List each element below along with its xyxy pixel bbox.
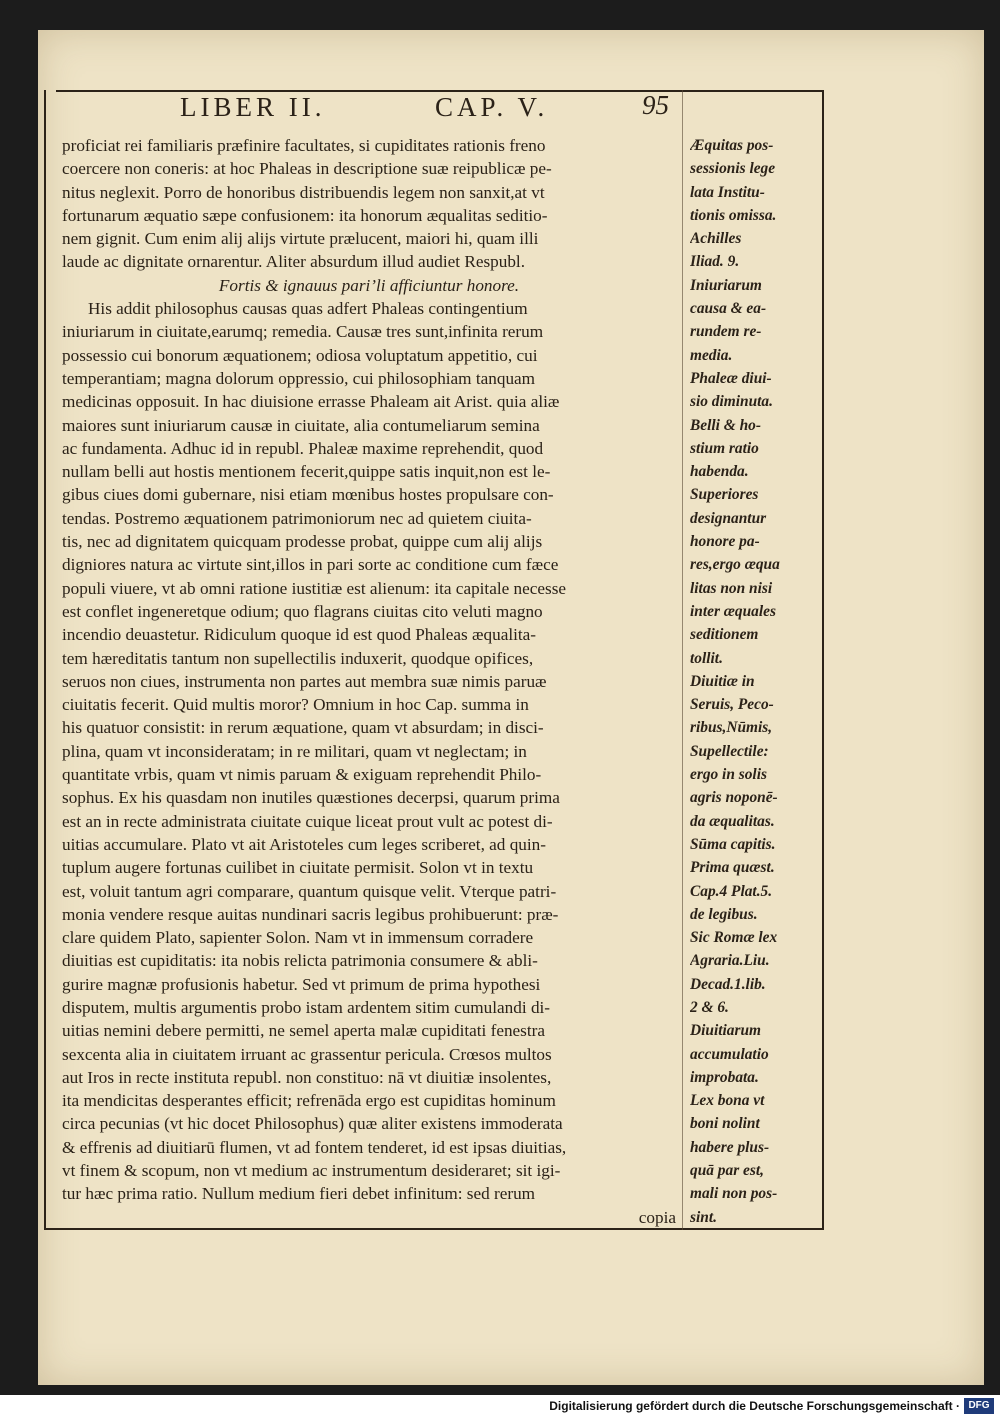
margin-note-line: sint. — [690, 1208, 717, 1226]
margin-note-line: da æqualitas. — [690, 812, 775, 830]
margin-note-line: Æquitas pos- — [690, 137, 774, 154]
running-header — [180, 92, 680, 126]
text-line: temperantiam; magna dolorum oppressio, cui philosophiam tanquam — [62, 368, 536, 388]
text-line: proficiat rei familiaris præfinire facultates, si cupiditates rationis freno — [62, 136, 546, 155]
margin-note-line: Diuitiæ in — [690, 672, 755, 690]
text-line: His addit philosophus causas quas adfert Phaleas contingentium — [88, 299, 528, 319]
margin-note-line: sio diminuta. — [690, 393, 773, 411]
margin-note-line: improbata. — [690, 1068, 759, 1086]
text-line: tendas. Postremo æquationem patrimoniorum nec ad quietem ciuita- — [62, 508, 532, 528]
text-line: tis, nec ad dignitatem quicquam prodesse probat, quippe cum alij alijs — [62, 532, 543, 552]
margin-note-line: boni nolint — [690, 1115, 760, 1133]
text-line: tur hæc prima ratio. Nullum medium fieri debet infinitum: sed rerum — [62, 1184, 536, 1204]
text-line: est an in recte administrata ciuitate cuique liceat prout vult ac potest di- — [62, 811, 553, 831]
margin-note-line: Sūma capitis. — [690, 835, 776, 853]
margin-note-line: Supellectile: — [690, 742, 769, 760]
text-line: fortunarum æquatio sæpe confusionem: ita honorum æqualitas seditio- — [62, 205, 548, 225]
page-number: 95 — [642, 90, 669, 120]
text-line: diuitias est cupiditatis: ita nobis relicta patrimonia consumere & abli- — [62, 951, 538, 971]
margin-note-line: Superiores — [690, 486, 759, 504]
margin-note-line: rundem re- — [690, 323, 762, 341]
text-line: digniores natura ac virtute sint,illos in pari sorte ac conditione cum fæce — [62, 555, 559, 575]
margin-note-line: Achilles — [690, 230, 742, 248]
margin-note-line: honore pa- — [690, 533, 760, 551]
text-line: plina, quam vt inconsideratam; in re militari, quam vt neglectam; in — [62, 741, 527, 761]
dfg-logo: DFG — [964, 1398, 994, 1414]
text-line: nitus neglexit. Porro de honoribus distribuendis legem non sanxit,at vt — [62, 182, 545, 202]
text-line: clare quidem Plato, sapienter Solon. Nam vt in immensum corradere — [62, 928, 534, 948]
text-line: uitias accumulare. Plato vt ait Aristoteles cum leges scriberet, ad quin- — [62, 834, 546, 854]
text-line: possessio cui bonorum æquationem; odiosa voluptatum appetitio, cui — [62, 345, 538, 365]
text-line: est conflet ingeneretque odium; quo flagrans ciuitas cito veluti magno — [62, 601, 543, 621]
text-line: his quatuor consistit: in rerum æquatione, quam vt absurdam; in disci- — [62, 718, 544, 738]
margin-note-line: Agraria.Liu. — [690, 952, 770, 970]
text-line: est, voluit tantum agri comparare, quantum quisque velit. Vterque patri- — [62, 881, 557, 901]
margin-note-line: Iniuriarum — [690, 276, 762, 294]
text-line: medicinas opposuit. In hac diuisione errasse Phaleam ait Arist. quia aliæ — [62, 392, 560, 412]
text-line: ac fundamenta. Adhuc id in republ. Phaleæ maxime reprehendit, quod — [62, 438, 544, 458]
frame-rule-right — [822, 90, 824, 1230]
margin-note-line: tionis omissa. — [690, 206, 777, 224]
margin-note-line: mali non pos- — [690, 1185, 778, 1203]
text-line: ciuitatis fecerit. Quid multis moror? Omnium in hoc Cap. summa in — [62, 695, 529, 715]
margin-note-line: res,ergo æqua — [690, 556, 780, 574]
margin-note-line: habere plus- — [690, 1138, 770, 1156]
funding-notice: Digitalisierung gefördert durch die Deutsche Forschungsgemeinschaft · — [549, 1399, 960, 1413]
text-line: sophus. Ex his quasdam non inutiles quæstiones decerpsi, quarum prima — [62, 788, 560, 808]
marginal-notes — [690, 134, 820, 1229]
margin-note-line: ribus,Nūmis, — [690, 719, 773, 737]
margin-note-line: Phaleæ diui- — [690, 369, 772, 387]
text-line: aut Iros in recte instituta republ. non constituo: nā vt diuitiæ insolentes, — [62, 1067, 552, 1087]
margin-note-line: Seruis, Peco- — [690, 696, 774, 714]
margin-note-line: designantur — [690, 509, 767, 527]
margin-note-line: lata Institu- — [690, 183, 765, 201]
text-line: tuplum augere fortunas cuilibet in ciuitate permisit. Solon vt in textu — [62, 858, 534, 878]
text-line: disputem, multis argumentis probo istam ardentem sitim cumulandi di- — [62, 997, 551, 1017]
text-line: ita mendicitas desperantes efficit; refrenāda ergo est cupiditas hominum — [62, 1091, 556, 1111]
margin-note-line: Prima quæst. — [690, 859, 775, 877]
frame-rule-left — [44, 90, 46, 1230]
text-line: uitias nemini debere permitti, ne semel aperta malæ cupiditati fenestra — [62, 1021, 545, 1041]
header-book: LIBER II. — [180, 92, 326, 122]
margin-note-line: Cap.4 Plat.5. — [690, 882, 773, 900]
margin-note-line: stium ratio — [690, 439, 759, 457]
text-line: tem hæreditatis tantum non supellectilis induxerit, quodque opifices, — [62, 648, 534, 668]
text-line: gibus ciues domi gubernare, nisi etiam mœnibus hostes propulsare con- — [62, 485, 554, 505]
text-line: nem gignit. Cum enim alij alijs virtute prælucent, maiori hi, quam illi — [62, 229, 539, 249]
text-line: nullam belli aut hostis mentionem fecerit,quippe satis inquit,non est le- — [62, 462, 551, 482]
text-line: laude ac dignitate ornarentur. Aliter absurdum illud audiet Respubl. — [62, 252, 525, 272]
text-line: seruos non ciues, instrumenta non partes aut membra suæ nimis paruæ — [62, 671, 547, 691]
margin-note-line: de legibus. — [690, 905, 758, 923]
text-line: monia vendere resque auitas nundinari sacris legibus prohibuerunt: præ- — [62, 904, 559, 924]
header-chapter: CAP. V. — [435, 92, 549, 122]
text-line: circa pecunias (vt hic docet Philosophus) quæ aliter existens immoderata — [62, 1114, 563, 1134]
text-line: iniuriarum in ciuitate,earumq; remedia. Causæ tres sunt,infinita rerum — [62, 322, 544, 342]
margin-note-line: Diuitiarum — [690, 1022, 761, 1040]
text-line: vt finem & scopum, non vt medium ac instrumentum desideraret; sit igi- — [62, 1161, 561, 1181]
footer-bar — [0, 1396, 1000, 1419]
margin-note-line: sessionis lege — [690, 160, 776, 178]
margin-note-line: seditionem — [690, 626, 759, 644]
text-line: copia — [638, 1207, 676, 1227]
column-divider — [682, 90, 683, 1230]
text-line: maiores sunt iniuriarum causæ in ciuitate, alia contumeliarum semina — [62, 415, 540, 435]
text-line: gurire magnæ profusionis habetur. Sed vt primum de prima hypothesi — [62, 974, 541, 994]
margin-note-line: quā par est, — [690, 1162, 764, 1180]
margin-note-line: media. — [690, 346, 733, 364]
margin-note-line: ergo in solis — [690, 766, 767, 784]
main-text-column — [62, 134, 676, 1229]
margin-note-line: inter æquales — [690, 602, 776, 620]
text-line: & effrenis ad diuitiarū flumen, vt ad fontem tenderet, id est ipsas diuitias, — [62, 1137, 567, 1157]
text-line: Fortis & ignauus pari’li afficiuntur honore. — [218, 275, 520, 295]
margin-note-line: litas non nisi — [690, 579, 773, 597]
margin-note-line: habenda. — [690, 463, 749, 481]
margin-note-line: tollit. — [690, 649, 723, 667]
text-line: incendio deuastetur. Ridiculum quoque id est quod Phaleas æqualita- — [62, 625, 536, 645]
text-line: coercere non coneris: at hoc Phaleas in descriptione suæ reipublicæ pe- — [62, 159, 552, 179]
margin-note-line: Belli & ho- — [690, 416, 761, 434]
margin-note-line: Iliad. 9. — [690, 253, 740, 271]
margin-note-line: causa & ea- — [690, 300, 767, 318]
margin-note-line: Decad.1.lib. — [690, 975, 766, 993]
margin-note-line: Lex bona vt — [690, 1092, 765, 1110]
text-line: quantitate vrbis, quam vt nimis paruam & exiguam reprehendit Philo- — [62, 765, 542, 785]
margin-note-line: agris noponē- — [690, 789, 778, 807]
margin-note-line: 2 & 6. — [690, 998, 729, 1016]
margin-note-line: accumulatio — [690, 1045, 769, 1063]
text-line: sexcenta alia in ciuitatem irruant ac grassentur pericula. Crœsos multos — [62, 1044, 552, 1064]
margin-note-line: Sic Romæ lex — [690, 929, 778, 947]
text-line: populi viuere, vt ab omni ratione iustitiæ est alienum: ita capitale necesse — [62, 578, 567, 598]
